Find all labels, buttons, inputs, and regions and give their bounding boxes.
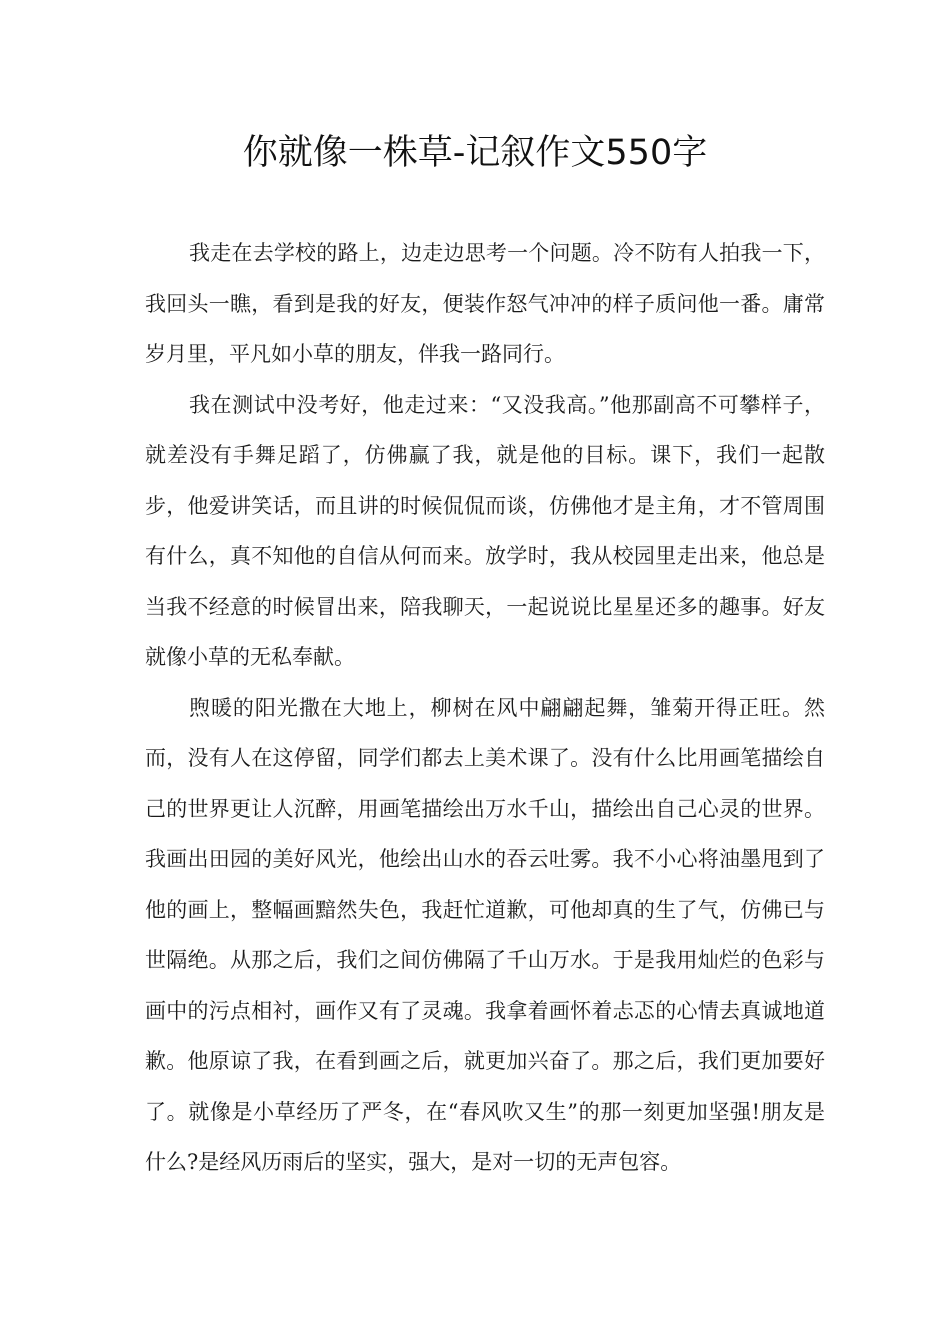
paragraph-3: 煦暖的阳光撒在大地上，柳树在风中翩翩起舞，雏菊开得正旺。然而，没有人在这停留，同学们都去上美术课了。没有什么比用画笔描绘自己的世界更让人沉醉，用画笔描绘出万水千山，描绘出自己心灵的世界。我画出田园的美好风光，他绘出山水的吞云吐雾。我不小心将油墨甩到了他的画上，整幅画黯然失色，我赶忙道歉，可他却真的生了气，仿佛已与世隔绝。从那之后，我们之间仿佛隔了千山万水。于是我用灿烂的色彩与画中的污点相衬，画作又有了灵魂。我拿着画怀着忐忑的心情去真诚地道歉。他原谅了我，在看到画之后，就更加兴奋了。那之后，我们更加要好了。就像是小草经历了严冬，在“春风吹又生”的那一刻更加坚强!朋友是什么?是经风历雨后的坚实，强大，是对一切的无声包容。 xyxy=(145,695,825,1174)
paragraph-1: 我走在去学校的路上，边走边思考一个问题。冷不防有人拍我一下，我回头一瞧，看到是我的好友，便装作怒气冲冲的样子质问他一番。庸常岁月里，平凡如小草的朋友，伴我一路同行。 xyxy=(145,241,825,366)
paragraph-2: 我在测试中没考好，他走过来：“又没我高。”他那副高不可攀样子，就差没有手舞足蹈了，仿佛赢了我，就是他的目标。课下，我们一起散步，他爱讲笑话，而且讲的时候侃侃而谈，仿佛他才是主角，才不管周围有什么，真不知他的自信从何而来。放学时，我从校园里走出来，他总是当我不经意的时候冒出来，陪我聊天，一起说说比星星还多的趣事。好友就像小草的无私奉献。 xyxy=(145,392,825,669)
document-body xyxy=(145,228,825,1188)
document-title: 你就像一株草-记叙作文550字 xyxy=(242,133,708,173)
